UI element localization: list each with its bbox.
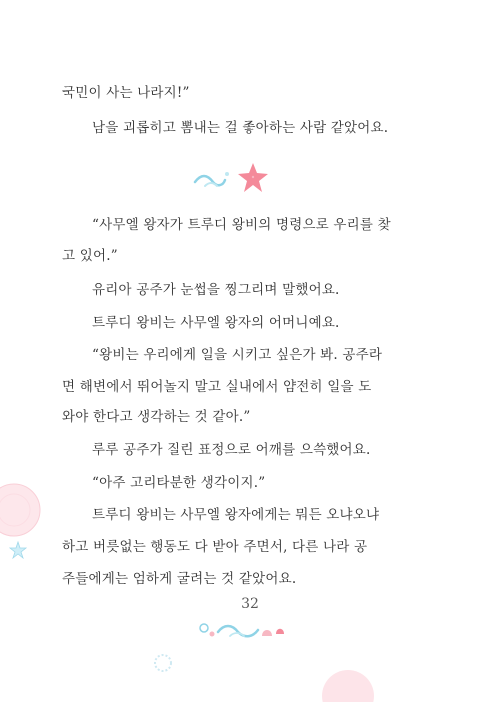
page-number: 32 — [241, 596, 259, 612]
footer-decoration — [190, 612, 310, 646]
text-line: 하고 버릇없는 행동도 다 받아 주면서, 다른 나라 공 — [62, 539, 368, 555]
text-line: 유리아 공주가 눈썹을 찡그리며 말했어요. — [92, 282, 340, 298]
text-line: “사무엘 왕자가 트루디 왕비의 명령으로 우리를 찾 — [92, 217, 391, 233]
left-decoration — [0, 470, 56, 570]
text-line: 트루디 왕비는 사무엘 왕자에게는 뭐든 오냐오냐 — [92, 507, 380, 523]
text-line: 트루디 왕비는 사무엘 왕자의 어머니예요. — [92, 315, 340, 331]
text-line: “아주 고리타분한 생각이지.” — [92, 475, 266, 491]
text-line: 루루 공주가 질린 표정으로 어깨를 으쓱했어요. — [92, 442, 371, 458]
text-line: 고 있어.” — [62, 248, 118, 264]
seashell-icon — [262, 629, 284, 636]
text-line: 면 해변에서 뛰어놀지 말고 실내에서 얌전히 일을 도 — [62, 379, 372, 395]
text-line: 남을 괴롭히고 뽐내는 걸 좋아하는 사람 같았어요. — [92, 120, 389, 136]
wave-icon — [195, 172, 229, 186]
bubble-icon — [0, 484, 40, 536]
sparkle-icon — [150, 650, 176, 676]
text-line: 와야 한다고 생각하는 것 같아.” — [62, 409, 251, 425]
bubble-wave-icon — [200, 624, 258, 637]
text-line: 주들에게는 엄하게 굴려는 것 같았어요. — [62, 571, 297, 587]
bubble-icon — [318, 662, 378, 702]
text-line: 국민이 사는 나라지!” — [62, 85, 190, 101]
divider-decoration — [193, 160, 273, 196]
starfish-icon — [238, 163, 268, 192]
text-line: “왕비는 우리에게 일을 시키고 싶은가 봐. 공주라 — [92, 347, 383, 363]
star-icon — [10, 542, 26, 558]
